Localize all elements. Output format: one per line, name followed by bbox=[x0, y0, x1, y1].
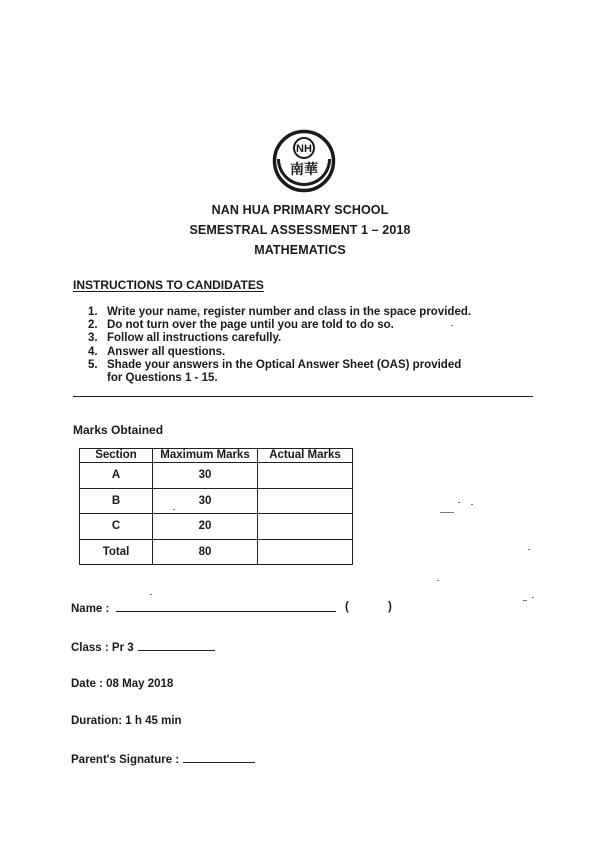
date-field: Date : 08 May 2018 bbox=[71, 678, 174, 690]
actual-marks-cell bbox=[258, 463, 353, 489]
scan-speck bbox=[173, 509, 175, 510]
max-marks-cell: 20 bbox=[153, 514, 258, 540]
assessment-title: SEMESTRAL ASSESSMENT 1 – 2018 bbox=[189, 223, 411, 237]
instruction-continuation: for Questions 1 - 15. bbox=[107, 372, 218, 385]
divider bbox=[73, 396, 533, 397]
scan-speck bbox=[532, 597, 534, 598]
actual-marks-cell bbox=[258, 514, 353, 540]
instruction-item: 3. Follow all instructions carefully. bbox=[88, 332, 282, 345]
marks-table bbox=[79, 448, 353, 565]
section-cell: C bbox=[80, 514, 153, 540]
class-label: Class : Pr 3 bbox=[71, 642, 134, 654]
header-actual-marks: Actual Marks bbox=[258, 449, 353, 463]
header-maximum-marks: Maximum Marks bbox=[153, 449, 258, 463]
actual-marks-cell bbox=[258, 539, 353, 565]
scan-speck bbox=[150, 594, 152, 595]
max-marks-cell: 30 bbox=[153, 488, 258, 514]
signature-blank bbox=[183, 752, 255, 763]
table-row bbox=[80, 488, 353, 514]
instructions-title: INSTRUCTIONS TO CANDIDATES bbox=[73, 278, 264, 292]
scan-speck bbox=[451, 325, 453, 326]
instruction-item: 1. Write your name, register number and class in the space provided. bbox=[88, 306, 472, 318]
school-name: NAN HUA PRIMARY SCHOOL bbox=[211, 203, 389, 217]
scan-speck bbox=[440, 512, 454, 513]
name-field bbox=[71, 601, 336, 615]
actual-marks-cell bbox=[258, 488, 353, 514]
marks-obtained-label: Marks Obtained bbox=[73, 423, 164, 437]
duration-field: Duration: 1 h 45 min bbox=[71, 715, 182, 727]
signature-label: Parent's Signature : bbox=[71, 754, 180, 766]
crest-chinese: 南華 bbox=[290, 162, 318, 178]
school-crest-icon bbox=[272, 129, 336, 193]
subject-title: MATHEMATICS bbox=[254, 243, 346, 257]
class-blank bbox=[138, 640, 215, 651]
name-blank bbox=[116, 601, 336, 612]
section-cell: A bbox=[80, 463, 153, 489]
instructions-list bbox=[88, 306, 471, 385]
table-row bbox=[80, 463, 353, 489]
scan-speck bbox=[523, 600, 527, 601]
table-row bbox=[80, 514, 353, 540]
table-header-row bbox=[80, 449, 353, 463]
scan-speck bbox=[437, 580, 439, 581]
table-row bbox=[80, 539, 353, 565]
scan-speck bbox=[471, 504, 473, 505]
instruction-item: 5. Shade your answers in the Optical Answer Sheet (OAS) provided bbox=[88, 358, 462, 371]
section-cell: Total bbox=[80, 539, 153, 565]
class-field bbox=[71, 640, 215, 654]
register-close-paren: ) bbox=[388, 601, 392, 613]
max-marks-cell: 80 bbox=[153, 539, 258, 565]
instruction-item: 2. Do not turn over the page until you are told to do so. bbox=[88, 319, 394, 332]
name-label: Name : bbox=[71, 603, 110, 615]
instruction-item: 4. Answer all questions. bbox=[88, 345, 226, 358]
section-cell: B bbox=[80, 488, 153, 514]
max-marks-cell: 30 bbox=[153, 463, 258, 489]
register-open-paren: ( bbox=[345, 601, 349, 613]
header-section: Section bbox=[80, 449, 153, 463]
signature-field bbox=[71, 752, 255, 766]
crest-letters: NH bbox=[296, 143, 312, 155]
scan-speck bbox=[458, 502, 460, 503]
scan-speck bbox=[528, 549, 530, 550]
